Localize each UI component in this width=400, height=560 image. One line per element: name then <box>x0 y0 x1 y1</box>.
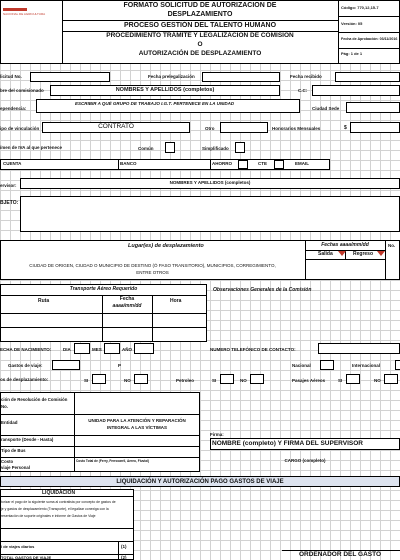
header-row-1 <box>62 20 338 21</box>
desplazamiento-si-label: SI <box>84 378 89 383</box>
simplificado-checkbox[interactable] <box>235 142 245 153</box>
internacional-checkbox[interactable] <box>395 360 400 370</box>
cte-label: CTE <box>258 161 267 166</box>
liquidacion-col <box>118 541 119 560</box>
petroleo-si-label: SI <box>212 378 217 383</box>
form-title-line-2: DESPLAZAMIENTO <box>167 11 233 18</box>
gastos-viaje-label: Gastos de viaje: <box>8 363 43 368</box>
fecha-header-2: aaaa/mm/dd <box>112 303 142 309</box>
dependencia-label: ependencia: <box>0 106 27 111</box>
procedure-line-2: O <box>197 41 203 48</box>
resolucion-row-1 <box>0 414 200 415</box>
desplazamiento-no-label: NO <box>124 378 131 383</box>
observaciones-title: Observaciones Generales de la Comisión <box>213 287 312 293</box>
gastos-viaje-input[interactable] <box>52 360 80 370</box>
petroleo-si-checkbox[interactable] <box>220 374 234 384</box>
costo-label: Costo <box>1 459 14 464</box>
p-label: P <box>118 363 122 368</box>
honorarios-input[interactable] <box>350 122 400 133</box>
vinculacion-value: CONTRATO <box>98 123 134 130</box>
liquidacion-row-3 <box>0 541 134 542</box>
pasajes-no-checkbox[interactable] <box>384 374 398 384</box>
fecha-recibido-input[interactable] <box>335 72 400 82</box>
fecha-recibido-label: Fecha recibido <box>290 74 322 79</box>
transporte-col-2 <box>152 295 153 342</box>
ordenador-line <box>282 550 400 551</box>
transporte-row-3 <box>0 327 207 328</box>
liquidacion-row-1 <box>0 496 134 497</box>
observaciones-input[interactable] <box>213 296 400 342</box>
entidad-label: Entidad <box>1 420 18 425</box>
bank-div-1 <box>118 159 119 170</box>
marker-1: (1) <box>121 544 127 549</box>
total-label: TOTAL GASTOS DE VIAJE <box>1 555 52 560</box>
dia-label: DIA <box>63 347 71 352</box>
otro-input[interactable] <box>220 122 268 133</box>
ruta-transporte-label: ransporte (Desde - Hasta) <box>1 437 54 442</box>
objeto-input[interactable] <box>20 196 400 232</box>
transporte-row-2 <box>0 313 207 314</box>
lugares-title: Lugar(es) de desplazamiento <box>128 243 204 249</box>
ciudad-sede-label: Ciudad Sede <box>312 106 340 111</box>
logo <box>3 8 59 16</box>
honorarios-symbol: $ <box>344 125 347 131</box>
procedure-line-3: AUTORIZACIÓN DE DESPLAZAMIENTO <box>138 50 262 57</box>
comun-label: Común <box>138 146 154 151</box>
transporte-col-1 <box>102 295 103 342</box>
transporte-title: Transporte Aéreo Requerido <box>69 286 138 292</box>
dia-input[interactable] <box>74 343 90 354</box>
telefono-label: NUMERO TELEFÓNICO DE CONTACTO: <box>210 347 296 352</box>
doc-version: Versión: 05 <box>341 21 363 26</box>
fecha-nacimiento-label: ECHA DE NACIMIENTO: <box>0 347 52 352</box>
header-right-row-2 <box>338 32 400 33</box>
banco-label: BANCO <box>120 161 137 166</box>
marker-2: (2) <box>121 555 127 560</box>
cc-label: C.C: <box>298 88 308 93</box>
salida-label: Salida <box>318 251 333 257</box>
lugares-row-2 <box>305 259 385 260</box>
solicitud-input[interactable] <box>30 72 110 82</box>
nacional-checkbox[interactable] <box>320 360 334 370</box>
petroleo-label: Petroleo <box>176 378 195 383</box>
bank-div-2 <box>210 159 211 170</box>
resolucion-row-4 <box>0 457 200 458</box>
viaje-personal-label: viaje Personal <box>1 465 30 470</box>
internacional-label: Internacional <box>352 363 381 368</box>
ano-input[interactable] <box>134 343 154 354</box>
nombre-label: bre del comisionado <box>0 88 44 93</box>
honorarios-label: Honorarios Mensuales <box>272 126 321 131</box>
otro-label: Otro <box>205 126 215 131</box>
comun-checkbox[interactable] <box>165 142 175 153</box>
logo-text: NACIONAL DE AGRICULTURA <box>3 12 46 16</box>
pasajes-no-label: NO <box>374 378 381 383</box>
liquidacion-title: LIQUIDACIÓN Y AUTORIZACIÓN PAGO GASTOS DE VIAJE <box>116 479 284 485</box>
iva-label: ímen de IVA al que pertenece <box>0 145 63 150</box>
cargo-label: CARGO (completo) <box>284 458 326 463</box>
solicitud-label: licitud No. <box>0 74 22 79</box>
telefono-input[interactable] <box>318 343 400 354</box>
fecha-header-1: Fecha <box>119 296 135 302</box>
doc-page: Pág: 1 de 1 <box>341 51 363 56</box>
firma-nombre: NOMBRE (completo) Y FIRMA DEL SUPERVISOR <box>212 440 363 447</box>
cuenta-label: CUENTA <box>3 161 22 166</box>
resolucion-col <box>74 392 75 472</box>
resolucion-label-1: ción de Resolución de Comisión No. <box>1 397 68 409</box>
ruta-header: Ruta <box>38 298 50 304</box>
liquidacion-text-2: je y gastos de desplazamiento (Transporte), el legalizar conexiga con la <box>1 507 109 511</box>
desplazamiento-si-checkbox[interactable] <box>92 374 106 384</box>
cte-checkbox[interactable] <box>274 160 284 169</box>
gastos-desplazamiento-label: os de desplazamiento: <box>0 377 49 382</box>
doc-code: Código: 770,12,15-7 <box>341 5 379 10</box>
header-right-row-3 <box>338 48 400 49</box>
hora-header: Hora <box>170 298 182 304</box>
supervisor-value: NOMBRES Y APELLIDOS (completos) <box>169 180 251 185</box>
procedure-line-1: PROCEDIMIENTO TRÁMITE Y LEGALIZACIÓN DE COMISIÓN <box>106 32 294 39</box>
viajes-diarios-label: l de viajes diarios <box>1 544 35 549</box>
liquidacion-text-1: torizar el pago de la siguiente suma al contratista por concepto de gastos de <box>1 500 116 504</box>
simplificado-label: Simplificado <box>202 146 229 151</box>
process-name: PROCESO GESTIÓN DEL TALENTO HUMANO <box>123 22 277 29</box>
otro-transporte-label: Costo Total de (Ferry, Ferrocarril, Aereo, Fluvial) <box>76 459 149 463</box>
cc-input[interactable] <box>312 85 400 96</box>
firma-label: Firma: <box>210 432 224 437</box>
liquidacion-subtitle: LIQUIDACIÓN <box>42 490 76 496</box>
ahorro-checkbox[interactable] <box>238 160 248 169</box>
ahorro-label: AHORRO <box>212 161 232 166</box>
ordenador-label: ORDENADOR DEL GASTO <box>298 551 382 558</box>
tipo-bus-label: Tipo de Bus <box>1 448 26 453</box>
regreso-label: Regreso <box>353 251 374 257</box>
lugares-div-2 <box>385 240 386 280</box>
email-label: EMAIL <box>295 161 309 166</box>
petroleo-no-label: NO <box>240 378 247 383</box>
pasajes-si-label: SI <box>338 378 343 383</box>
ciudad-sede-input[interactable] <box>346 102 400 113</box>
objeto-label: BJETO: <box>0 200 19 206</box>
grupo-note: ESCRIBIR A QUÉ GRUPO DE TRABAJO I.G.T. PERTENECE EN LA UNIDAD <box>75 101 235 106</box>
resolucion-row-2 <box>0 435 200 436</box>
petroleo-no-checkbox[interactable] <box>250 374 264 384</box>
liquidacion-row-2 <box>0 528 134 529</box>
fechas-title: Fechas aaaa/mm/dd <box>321 242 369 248</box>
regreso-dropdown-icon[interactable] <box>377 251 385 256</box>
unidad-line-2: INTEGRAL A LAS VÍCTIMAS <box>106 425 168 430</box>
unidad-line-1: UNIDAD PARA LA ATENCIÓN Y REPARACIÓN <box>88 418 186 423</box>
ano-label: AÑO <box>122 347 132 352</box>
mes-input[interactable] <box>104 343 120 354</box>
no-label: No. <box>388 243 396 248</box>
vinculacion-label: ipo de vinculación <box>0 126 40 131</box>
resolucion-row-3 <box>0 446 200 447</box>
supervisor-label: ervisor: <box>0 183 17 188</box>
logo-mark <box>3 8 27 11</box>
lugares-line-2: ENTRE OTROS <box>136 270 169 275</box>
pasajes-aereos-label: Pasajes Aéreos <box>292 378 326 383</box>
liquidacion-text-3: resentación de soporte originales e informe de Gastos de Viaje <box>1 514 96 518</box>
fecha-prelegalizacion-label: Fecha prelegalización <box>148 74 195 79</box>
fecha-prelegalizacion-input[interactable] <box>202 72 280 82</box>
form-title-line-1: FORMATO SOLICITUD DE AUTORIZACION DE <box>123 2 277 9</box>
desplazamiento-no-checkbox[interactable] <box>134 374 148 384</box>
mes-label: MES <box>92 347 102 352</box>
doc-approval-date: Fecha de Aprobación: 03/11/2016 <box>341 37 398 41</box>
lugares-line-1: CIUDAD DE ORIGEN, CIUDAD O MUNICIPIO DE DESTINO (Ó PASO TRANSITORIO), MUNICIPIOS, CORREGIMIENTO, <box>29 263 276 268</box>
transporte-row-1 <box>0 295 207 296</box>
header-right-row-1 <box>338 16 400 17</box>
pasajes-si-checkbox[interactable] <box>346 374 360 384</box>
salida-dropdown-icon[interactable] <box>338 251 346 256</box>
nombre-value: NOMBRES Y APELLIDOS (completos) <box>115 87 215 93</box>
nacional-label: Nacional <box>292 363 311 368</box>
